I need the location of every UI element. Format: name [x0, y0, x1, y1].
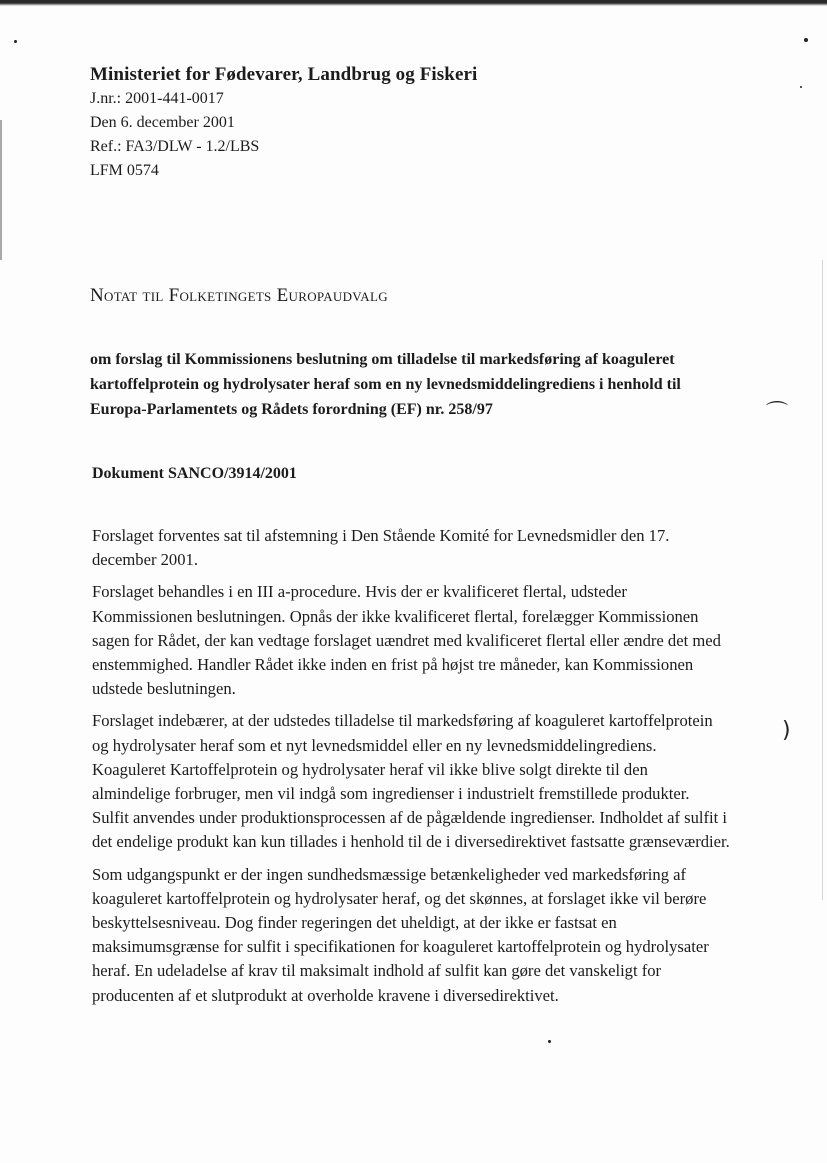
- subject-heading: om forslag til Kommissionens beslutning om tilladelse til markedsføring af koaguleret kartoffelprotein og hydrolysater heraf som en ny levnedsmiddelingrediens i henhold til Europa-Parlamentets og Rådets forordning (EF) nr. 258/97: [90, 351, 681, 418]
- scan-speck: [800, 86, 802, 88]
- scan-edge-top: [0, 0, 827, 6]
- margin-mark-arc: ⌒: [766, 401, 789, 426]
- paragraph: Forslaget behandles i en III a-procedure. Hvis der er kvalificeret flertal, udsteder Kommissionen beslutningen. Opnås der ikke kvalificeret flertal, forelægger Kommissionen sagen for Rådet, der kan vedtage forslaget uændret med kvalificeret flertal eller ændre det med enstemmighed. Handler Rådet ikke inden en frist på højst tre måneder, kan Kommissionen udstede beslutningen.: [92, 582, 721, 699]
- paragraph: Forslaget indebærer, at der udstedes tilladelse til markedsføring af koaguleret kartoffelprotein og hydrolysater heraf som et nyt levnedsmiddel eller en ny levnedsmiddelingrediens. Koaguleret Kartoffelprotein og hydrolysater heraf vil ikke blive solgt direkte til den almindelige forbruger, men vil indgå som ingredienser i industrielt fremstillede produkter. Sulfit anvendes under produktionsprocessen af de pågældende ingredienser. Indholdet af sulfit i det endelige produkt kan kun tillades i henhold til de i diversedirektivet fastsatte grænseværdier.: [92, 711, 730, 852]
- paragraph: Forslaget forventes sat til afstemning i Den Stående Komité for Levnedsmidler den 17. december 2001.: [92, 526, 670, 570]
- letterhead: [90, 63, 750, 183]
- ministry-name: Ministeriet for Fødevarer, Landbrug og Fiskeri: [90, 64, 478, 85]
- page-title: Notat til Folketingets Europaudvalg: [90, 285, 388, 306]
- journal-number: J.nr.: 2001-441-0017: [90, 90, 224, 107]
- scan-speck: [548, 1040, 551, 1043]
- reference: Ref.: FA3/DLW - 1.2/LBS: [90, 138, 260, 155]
- lfm-number: LFM 0574: [90, 162, 159, 179]
- scan-speck: [14, 40, 17, 43]
- document-reference: Dokument SANCO/3914/2001: [92, 465, 297, 482]
- scan-edge-left: [0, 120, 2, 260]
- scan-edge-right: [822, 260, 823, 900]
- margin-mark-paren: ): [782, 718, 791, 743]
- scan-speck: [804, 38, 808, 42]
- document-date: Den 6. december 2001: [90, 114, 235, 131]
- body-text: [92, 524, 730, 1016]
- paragraph: Som udgangspunkt er der ingen sundhedsmæssige betænkeligheder ved markedsføring af koaguleret kartoffelprotein og hydrolysater heraf, og det skønnes, at forslaget ikke vil berøre beskyttelsesniveau. Dog finder regeringen det uheldigt, at der ikke er fastsat en maksimumsgrænse for sulfit i specifikationen for koaguleret kartoffelprotein og hydrolysater heraf. En udeladelse af krav til maksimalt indhold af sulfit kan gøre det vanskeligt for producenten af et slutprodukt at overholde kravene i diversedirektivet.: [92, 864, 709, 1005]
